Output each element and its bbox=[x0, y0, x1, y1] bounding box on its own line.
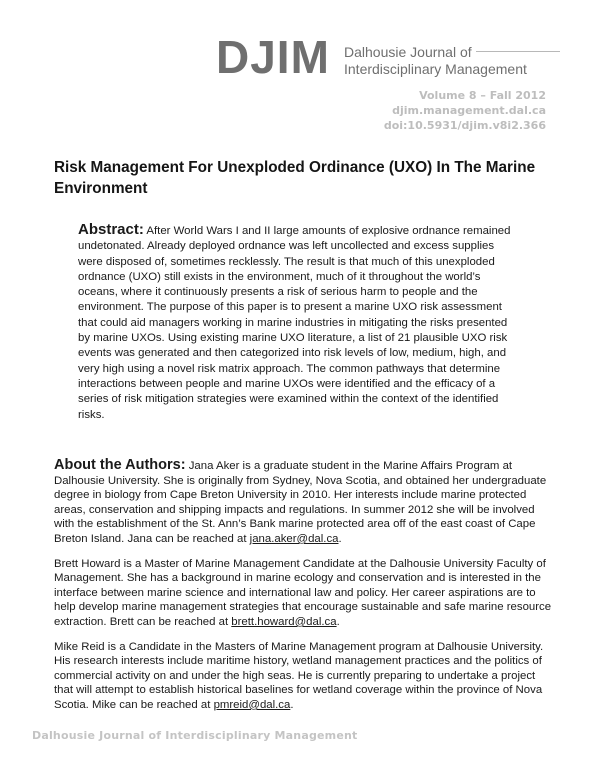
sentence-period: . bbox=[338, 532, 342, 545]
author-bio-howard bbox=[54, 557, 554, 630]
author-email-link[interactable]: pmreid@dal.ca bbox=[213, 698, 291, 711]
abstract-text: After World Wars I and II large amounts of explosive ordnance remained undetonated. Already deployed ordnance was left uncollected and excess supplies were disposed of, sometimes recklessly. The result is that much of this unexploded ordnance (UXO) still exists in the environment, much of it throughout the world’s oceans, where it continuously presents a risk of serious harm to people and the environment. The purpose of this paper is to present a marine UXO risk assessment that could aid managers working in marine industries in mitigating the risks presented by marine UXOs. Using existing marine UXO literature, a list of 21 plausible UXO risk events was generated and then categorized into risk levels of low, medium, high, and very high using a novel risk matrix approach. The common pathways that determine interactions between people and marine UXOs were identified and the efficacy of a series of risk mitigation strategies were examined within the context of the identified risks. bbox=[78, 225, 511, 421]
authors-label: About the Authors: bbox=[54, 457, 186, 473]
journal-name-line2: Interdisciplinary Management bbox=[344, 61, 527, 77]
author-email-link[interactable]: jana.aker@dal.ca bbox=[249, 532, 339, 545]
journal-logo bbox=[216, 31, 556, 86]
sentence-period: . bbox=[290, 698, 294, 711]
author-bio-reid bbox=[54, 640, 554, 713]
page-footer: Dalhousie Journal of Interdisciplinary Management bbox=[32, 729, 358, 742]
author-bio-text: Mike Reid is a Candidate in the Masters of Marine Management program at Dalhousie University. His research interests include maritime history, wetland management practices and the politics of commercial activity on and under the high seas. He is currently preparing to undertake a project that will attempt to establish historical baselines for wetland coverage within the province of Nova Scotia. Mike can be reached at bbox=[54, 640, 544, 711]
authors-section bbox=[54, 458, 554, 723]
issue-metadata bbox=[384, 88, 546, 133]
journal-name bbox=[344, 44, 527, 78]
sentence-period: . bbox=[336, 615, 340, 628]
abstract-section bbox=[78, 222, 520, 423]
volume-info: Volume 8 – Fall 2012 bbox=[419, 89, 546, 102]
abstract-label: Abstract: bbox=[78, 221, 144, 238]
article-doi: doi:10.5931/djim.v8i2.366 bbox=[383, 119, 546, 132]
article-title: Risk Management For Unexploded Ordinance (UXO) In The Marine Environment bbox=[54, 159, 536, 197]
author-email-link[interactable]: brett.howard@dal.ca bbox=[231, 615, 337, 628]
author-bio-text: Jana Aker is a graduate student in the Marine Affairs Program at Dalhousie University. She is originally from Sydney, Nova Scotia, and obtained her undergraduate degree in biology from Cape Breton University in 2010. Her interests include marine protected areas, conservation and shipping impacts and regulations. In summer 2012 she will be involved with the establishment of the St. Ann’s Bank marine protected area off of the east coast of Cape Breton Island. Jana can be reached at bbox=[54, 460, 547, 545]
journal-website: djim.management.dal.ca bbox=[392, 104, 546, 117]
journal-name-line1: Dalhousie Journal of bbox=[344, 44, 472, 60]
author-bio-text: Brett Howard is a Master of Marine Management Candidate at the Dalhousie University Faculty of Management. She has a background in marine ecology and conservation and is interested in the interface between marine science and international law and policy. Her career aspirations are to help develop marine management strategies that encourage sustainable and safe marine resource extraction. Brett can be reached at bbox=[54, 557, 552, 628]
author-bio-aker bbox=[54, 458, 554, 547]
logo-mark: DJIM bbox=[216, 31, 330, 83]
